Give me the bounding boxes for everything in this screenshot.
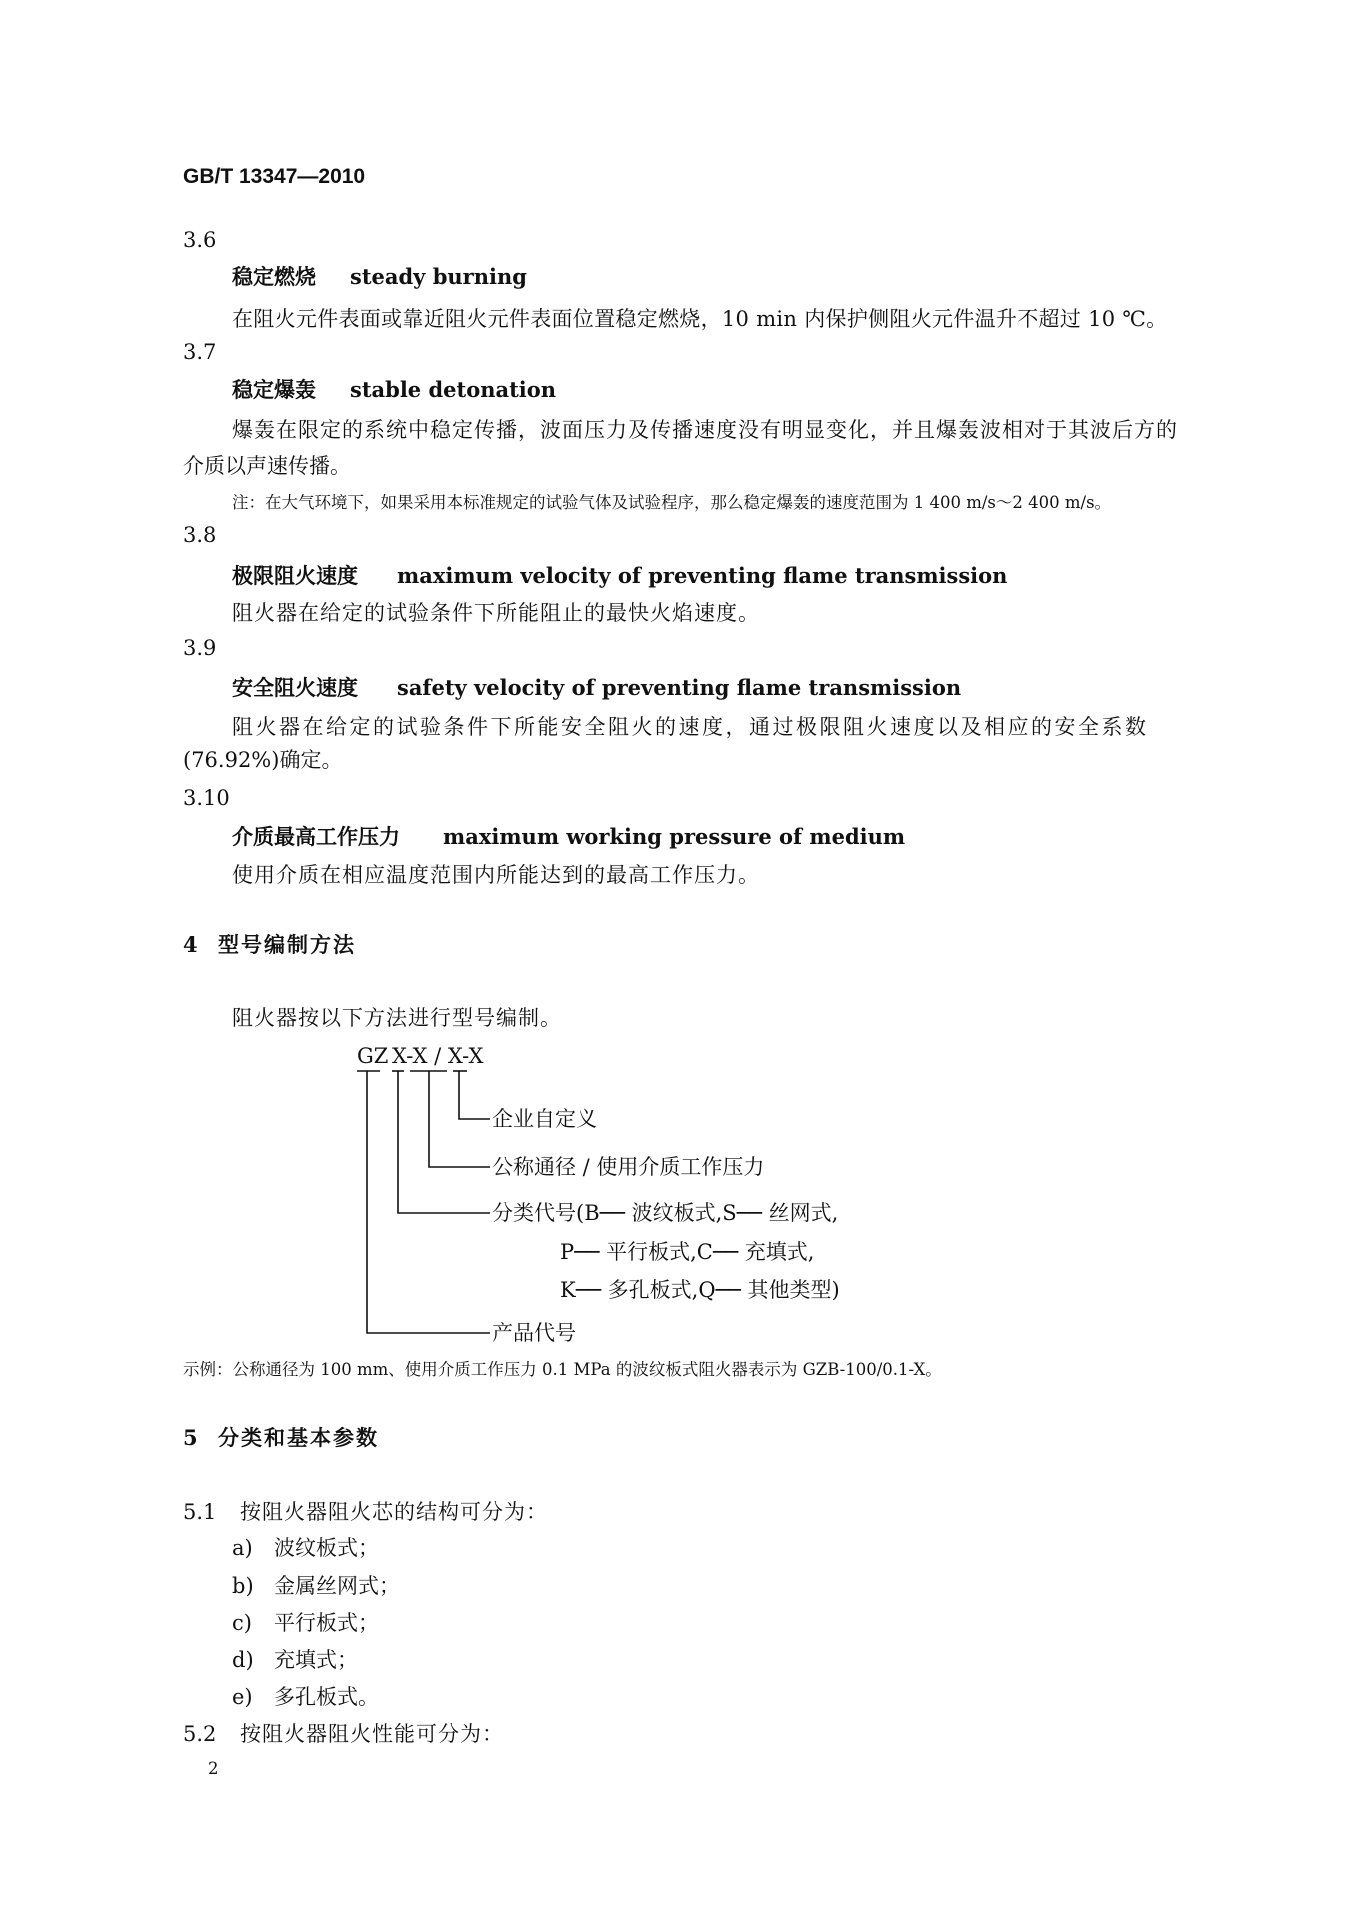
term-en: maximum working pressure of medium: [443, 824, 906, 849]
page-number: 2: [208, 1759, 219, 1778]
section-number: 5: [183, 1425, 198, 1450]
section-title: 型号编制方法: [218, 932, 356, 957]
term-en: stable detonation: [350, 377, 557, 402]
term-cn: 稳定燃烧: [232, 264, 316, 289]
definition-text: 阻火器在给定的试验条件下所能阻止的最快火焰速度。: [232, 601, 760, 625]
body-text: 阻火器按以下方法进行型号编制。: [232, 1006, 562, 1030]
list-item-mark: c): [232, 1611, 252, 1635]
section-number: 4: [183, 932, 198, 957]
list-item-mark: d): [232, 1648, 254, 1672]
term-cn: 极限阻火速度: [232, 563, 358, 588]
definition-text: (76.92%)确定。: [183, 748, 343, 772]
list-item-mark: b): [232, 1574, 254, 1598]
definition-text: 在阻火元件表面或靠近阻火元件表面位置稳定燃烧，10 min 内保护侧阻火元件温升不超过 10 ℃。: [232, 307, 1168, 331]
clause-number: 3.6: [183, 228, 217, 252]
term-cn: 介质最高工作压力: [232, 824, 400, 849]
clause-number: 3.8: [183, 523, 217, 547]
clause-number: 5.2: [183, 1722, 217, 1746]
example-text: 示例：公称通径为 100 mm、使用介质工作压力 0.1 MPa 的波纹板式阻火器表示为 GZB-100/0.1-X。: [183, 1360, 942, 1379]
definition-text: 介质以声速传播。: [183, 454, 351, 478]
list-item-mark: a): [232, 1536, 253, 1560]
code-prefix: GZ: [357, 1044, 389, 1068]
label-class: P── 平行板式,C── 充填式,: [560, 1240, 815, 1264]
term-en: maximum velocity of preventing flame transmission: [397, 563, 1008, 588]
list-item-mark: e): [232, 1685, 253, 1709]
term-cn: 稳定爆轰: [232, 377, 316, 402]
clause-text: 按阻火器阻火芯的结构可分为：: [240, 1500, 548, 1524]
clause-number: 3.9: [183, 636, 217, 660]
standard-number: GB/T 13347—2010: [183, 165, 366, 188]
section-title: 分类和基本参数: [218, 1425, 379, 1450]
list-item-text: 平行板式；: [274, 1611, 379, 1635]
label-custom: 企业自定义: [492, 1107, 597, 1131]
list-item-text: 金属丝网式；: [274, 1574, 400, 1598]
code-rest: X-X / X-X: [392, 1044, 484, 1068]
clause-text: 按阻火器阻火性能可分为：: [240, 1722, 504, 1746]
clause-number: 5.1: [183, 1500, 217, 1524]
term-cn: 安全阻火速度: [232, 675, 358, 700]
note-text: 注：在大气环境下，如果采用本标准规定的试验气体及试验程序，那么稳定爆轰的速度范围为 1 400 m/s～2 400 m/s。: [232, 493, 1112, 512]
list-item-text: 充填式；: [274, 1648, 358, 1672]
label-class: K── 多孔板式,Q── 其他类型): [560, 1278, 840, 1302]
clause-number: 3.7: [183, 340, 217, 364]
label-class: 分类代号(B── 波纹板式,S── 丝网式,: [492, 1201, 839, 1225]
list-item-text: 波纹板式；: [274, 1536, 379, 1560]
label-diameter: 公称通径 / 使用介质工作压力: [492, 1155, 765, 1179]
definition-text: 使用介质在相应温度范围内所能达到的最高工作压力。: [232, 863, 760, 887]
term-en: safety velocity of preventing flame transmission: [397, 675, 962, 700]
list-item-text: 多孔板式。: [274, 1685, 379, 1709]
term-en: steady burning: [350, 264, 527, 289]
clause-number: 3.10: [183, 786, 230, 810]
definition-text: 爆轰在限定的系统中稳定传播，波面压力及传播速度没有明显变化，并且爆轰波相对于其波后方的: [232, 418, 1178, 442]
label-product: 产品代号: [492, 1321, 576, 1345]
definition-text: 阻火器在给定的试验条件下所能安全阻火的速度，通过极限阻火速度以及相应的安全系数: [232, 715, 1149, 739]
